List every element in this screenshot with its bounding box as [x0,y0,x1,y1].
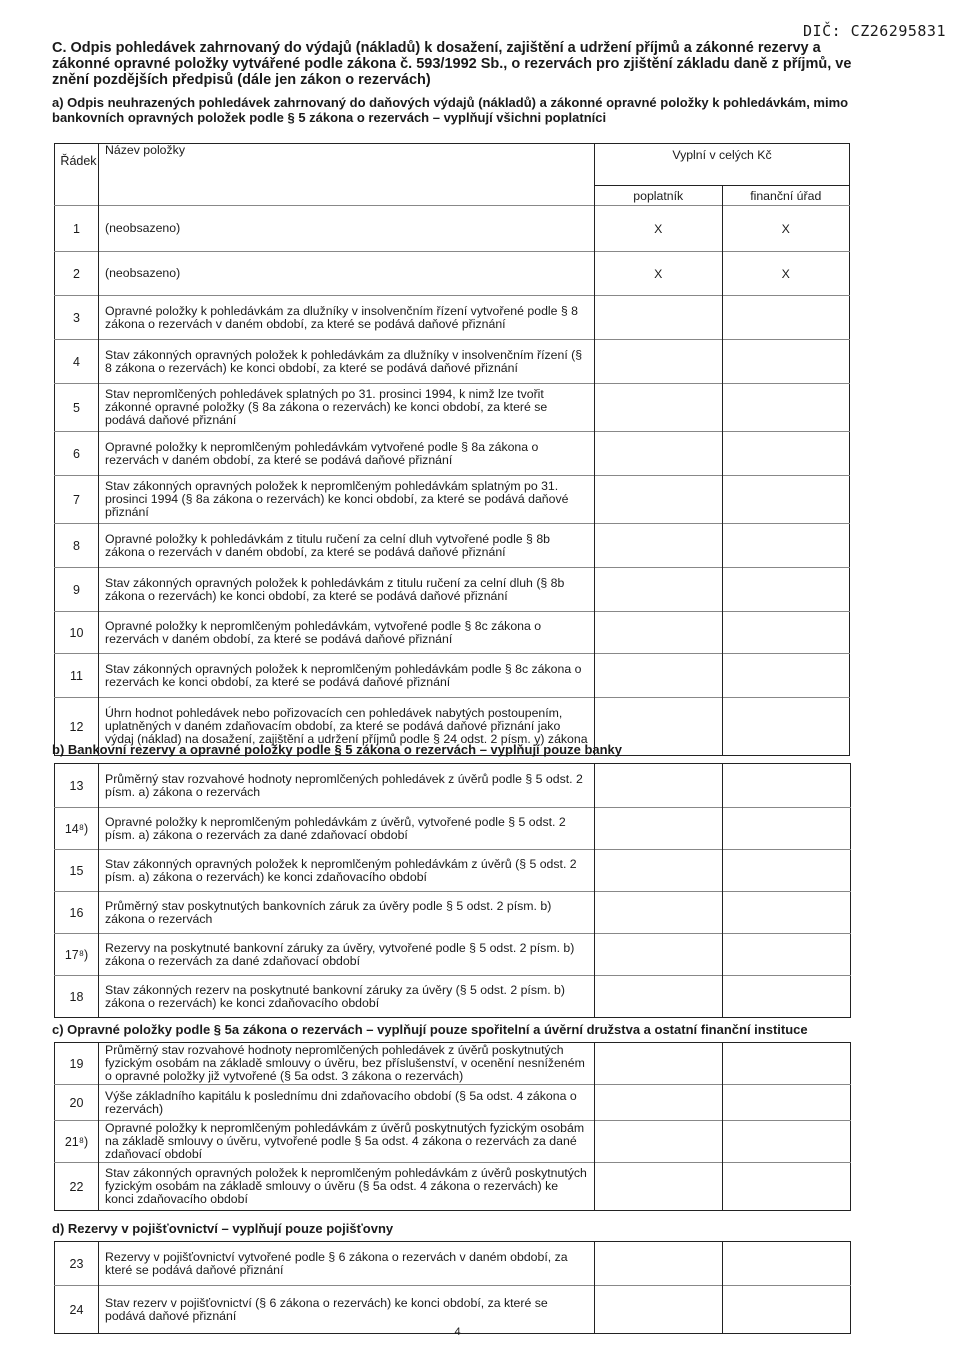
cell-financni-urad [722,568,850,612]
table-row [55,808,851,850]
row-number: 13 [55,764,99,808]
cell-financni-urad [723,892,851,934]
table-row [55,568,850,612]
row-number: 21⁸) [55,1121,99,1163]
row-label: Rezervy na poskytnuté bankovní záruky za úvěry, vytvořené podle § 5 odst. 2 písm. b) zákona o rezervách za dané zdaňovací období [99,934,595,976]
cell-financni-urad [723,1043,851,1085]
table-row [55,252,850,296]
page-number: 4 [454,1326,461,1338]
row-label: Průměrný stav rozvahové hodnoty nepromlčených pohledávek z úvěrů podle § 5 odst. 2 písm. a) zákona o rezervách [99,764,595,808]
cell-financni-urad [722,384,850,432]
section-d-title: d) Rezervy v pojišťovnictví – vyplňují pouze pojišťovny [52,1221,394,1236]
row-label: Opravné položky k pohledávkám z titulu ručení za celní dluh vytvořené podle § 8b zákona o rezervách v daném období, za které se podává daňové přiznání [99,524,595,568]
cell-poplatnik[interactable] [595,1163,723,1211]
table-row [55,476,850,524]
cell-financni-urad [722,432,850,476]
table-row [55,384,850,432]
header-poplatnik: poplatník [595,186,723,206]
cell-financni-urad [722,654,850,698]
cell-poplatnik[interactable]: X [595,252,723,296]
row-number: 3 [55,296,99,340]
table-row [55,934,851,976]
row-number: 24 [55,1286,99,1334]
cell-poplatnik[interactable] [595,568,723,612]
table-row [55,524,850,568]
row-label: (neobsazeno) [99,206,595,252]
header-vyplni: Vyplní v celých Kč [672,148,772,162]
row-number: 8 [55,524,99,568]
row-number: 5 [55,384,99,432]
table-row [55,1121,851,1163]
row-number: 22 [55,1163,99,1211]
tax-id: DIČ: CZ26295831 [803,22,946,40]
row-label: Stav zákonných rezerv na poskytnuté bankovní záruky za úvěry (§ 5 odst. 2 písm. b) zákona o rezervách) ke konci zdaňovacího období [99,976,595,1018]
cell-poplatnik[interactable] [595,296,723,340]
cell-financni-urad [723,808,851,850]
cell-financni-urad [723,764,851,808]
row-label: Opravné položky k nepromlčeným pohledávkám vytvořené podle § 8a zákona o rezervách v daném období, za které se podává daňové přiznání [99,432,595,476]
cell-financni-urad [722,476,850,524]
table-section-d [54,1241,851,1334]
cell-poplatnik[interactable] [595,340,723,384]
cell-poplatnik[interactable] [595,764,723,808]
row-number: 2 [55,252,99,296]
row-label: Opravné položky k pohledávkám za dlužníky v insolvenčním řízení vytvořené podle § 8 zákona o rezervách v daném období, za které se podává daňové přiznání [99,296,595,340]
cell-financni-urad: X [722,252,850,296]
cell-poplatnik[interactable] [595,1121,723,1163]
row-label: Stav zákonných opravných položek k nepromlčeným pohledávkám podle § 8c zákona o rezervách ke konci období, za které se podává daňové přiznání [99,654,595,698]
row-label: Opravné položky k nepromlčeným pohledávkám z úvěrů poskytnutých fyzickým osobám na základě smlouvy o úvěru, vytvořené podle § 5a odst. 4 zákona o rezervách za dané zdaňovací období [99,1121,595,1163]
cell-poplatnik[interactable]: X [595,206,723,252]
table-row [55,612,850,654]
row-label: Rezervy v pojišťovnictví vytvořené podle § 6 zákona o rezervách v daném období, za které se podává daňové přiznání [99,1242,595,1286]
row-number: 19 [55,1043,99,1085]
table-row [55,296,850,340]
cell-financni-urad [722,698,850,756]
cell-financni-urad [723,1163,851,1211]
row-label: Stav nepromlčených pohledávek splatných po 31. prosinci 1994, k nimž lze tvořit zákonné opravné položky (§ 8a zákona o rezervách) ke konci období, za které se podává daňové přiznání [99,384,595,432]
cell-poplatnik[interactable] [595,934,723,976]
row-label: Průměrný stav poskytnutých bankovních záruk za úvěry podle § 5 odst. 2 písm. b) zákona o rezervách [99,892,595,934]
row-label: Opravné položky k nepromlčeným pohledávkám z úvěrů, vytvořené podle § 5 odst. 2 písm. a) zákona o rezervách za dané zdaňovací období [99,808,595,850]
cell-poplatnik[interactable] [595,808,723,850]
cell-financni-urad [722,612,850,654]
section-c-heading: C. Odpis pohledávek zahrnovaný do výdajů (nákladů) k dosažení, zajištění a udržení příjmů a zákonné rezervy a zákonné opravné položky vytvářené podle zákona č. 593/1992 Sb., o rezervách pro zjištění základu daně z příjmů, ve znění pozdějších předpisů (dále jen zákon o rezervách) [52,40,852,88]
cell-financni-urad [723,976,851,1018]
row-number: 10 [55,612,99,654]
row-number: 11 [55,654,99,698]
cell-poplatnik[interactable] [595,524,723,568]
cell-poplatnik[interactable] [595,654,723,698]
table-section-b [54,763,851,1018]
row-number: 17⁸) [55,934,99,976]
table-row [55,1085,851,1121]
table-row [55,340,850,384]
row-label: Opravné položky k nepromlčeným pohledávkám, vytvořené podle § 8c zákona o rezervách v daném období, za které se podává daňové přiznání [99,612,595,654]
row-label: Stav zákonných opravných položek k pohledávkám za dlužníky v insolvenčním řízení (§ 8 zákona o rezervách) ke konci období, za které se podává daňové přiznání [99,340,595,384]
table-row [55,892,851,934]
header-urad: finanční úřad [722,186,850,206]
row-number: 7 [55,476,99,524]
cell-poplatnik[interactable] [595,432,723,476]
table-row [55,432,850,476]
row-label: (neobsazeno) [99,252,595,296]
table-row [55,976,851,1018]
cell-financni-urad [722,340,850,384]
row-number: 9 [55,568,99,612]
cell-financni-urad: X [722,206,850,252]
row-label: Úhrn hodnot pohledávek nebo pořizovacích cen pohledávek nabytých postoupením, uplatněných v daném zdaňovacím období, za které se podává daňové přiznání jako výdaj (náklad) na dosažení, zajištění a udržení příjmů podle § 24 odst. 2 písm. y) zákona [99,698,595,756]
table-row [55,850,851,892]
cell-financni-urad [723,850,851,892]
row-number: 20 [55,1085,99,1121]
cell-financni-urad [723,1121,851,1163]
row-label: Stav zákonných opravných položek k nepromlčeným pohledávkám splatným po 31. prosinci 1994 (§ 8a zákona o rezervách) ke konci období, za které se podává daňové přiznání [99,476,595,524]
table-section-c [54,1042,851,1211]
header-radek: Řádek [55,144,99,206]
cell-poplatnik[interactable] [595,850,723,892]
row-number: 6 [55,432,99,476]
cell-poplatnik[interactable] [595,384,723,432]
table-row [55,206,850,252]
row-number: 12 [55,698,99,756]
cell-financni-urad [723,934,851,976]
row-number: 1 [55,206,99,252]
row-label: Stav rezerv v pojišťovnictví (§ 6 zákona o rezervách) ke konci období, za které se podává daňové přiznání [99,1286,595,1334]
row-label: Stav zákonných opravných položek k nepromlčeným pohledávkám z úvěrů (§ 5 odst. 2 písm. a) zákona o rezervách) ke konci zdaňovacího období [99,850,595,892]
cell-poplatnik[interactable] [595,1043,723,1085]
header-nazev: Název položky [99,144,595,206]
row-number: 18 [55,976,99,1018]
row-number: 23 [55,1242,99,1286]
section-b-title: b) Bankovní rezervy a opravné položky podle § 5 zákona o rezervách – vyplňují pouze banky [52,742,623,757]
section-a-title: a) Odpis neuhrazených pohledávek zahrnovaný do daňových výdajů (nákladů) a zákonné opravné položky k pohledávkám, mimo bankovních opravných položek podle § 5 zákona o rezervách – vyplňují všichni poplatníci [52,95,849,125]
section-c-title: c) Opravné položky podle § 5a zákona o rezervách – vyplňují pouze spořitelní a úvěrní družstva a ostatní finanční instituce [52,1022,808,1037]
cell-financni-urad [722,524,850,568]
row-label: Stav zákonných opravných položek k pohledávkám z titulu ručení za celní dluh (§ 8b zákona o rezervách) ke konci období, za které se podává daňové přiznání [99,568,595,612]
row-number: 15 [55,850,99,892]
table-row [55,1242,851,1286]
cell-financni-urad [723,1085,851,1121]
row-number: 16 [55,892,99,934]
row-number: 4 [55,340,99,384]
cell-poplatnik[interactable] [595,1242,723,1286]
table-section-a [54,143,850,756]
cell-poplatnik[interactable] [595,1085,723,1121]
cell-financni-urad [723,1242,851,1286]
table-row [55,1163,851,1211]
cell-poplatnik[interactable] [595,976,723,1018]
cell-poplatnik[interactable] [595,476,723,524]
table-row [55,1043,851,1085]
table-row [55,764,851,808]
row-label: Průměrný stav rozvahové hodnoty nepromlčených pohledávek z úvěrů poskytnutých fyzickým osobám na základě smlouvy o úvěru, bez příslušenství, v ocenění nesníženém o opravné položky již vytvořené (§ 5a odst. 3 zákona o rezervách) [99,1043,595,1085]
row-label: Výše základního kapitálu k poslednímu dni zdaňovacího období (§ 5a odst. 4 zákona o rezervách) [99,1085,595,1121]
table-row [55,654,850,698]
cell-poplatnik[interactable] [595,892,723,934]
cell-financni-urad [722,296,850,340]
row-label: Stav zákonných opravných položek k nepromlčeným pohledávkám z úvěrů poskytnutých fyzickým osobám na základě smlouvy o úvěru (§ 5a odst. 4 zákona o rezervách) ke konci zdaňovacího období [99,1163,595,1211]
cell-poplatnik[interactable] [595,612,723,654]
row-number: 14⁸) [55,808,99,850]
